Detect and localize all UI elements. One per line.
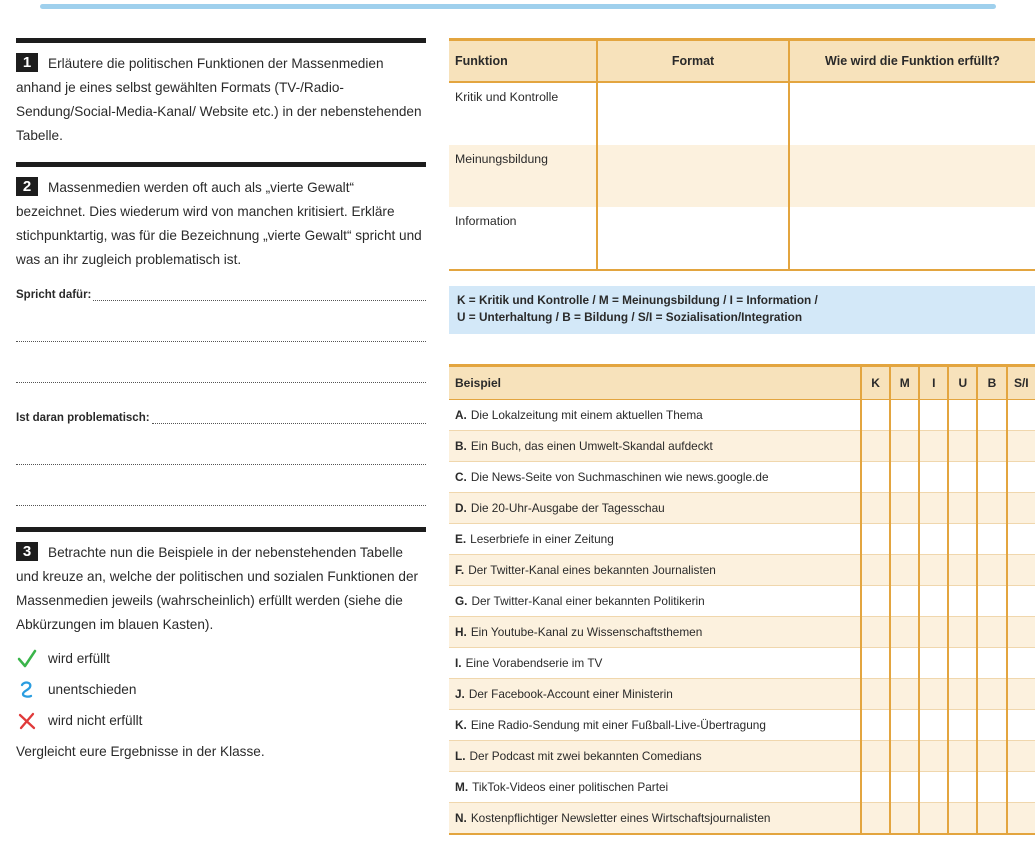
function-row: [449, 145, 1035, 207]
table-row: [449, 493, 1035, 524]
task-3: [16, 527, 426, 759]
example-table: [449, 364, 1035, 835]
checkbox-cell[interactable]: [861, 648, 890, 679]
checkbox-cell[interactable]: [948, 400, 977, 431]
col-m: M: [890, 366, 919, 400]
task-2: [16, 162, 426, 506]
example-cell: [449, 555, 861, 586]
function-name: Meinungsbildung: [449, 145, 597, 207]
answer-line-contra[interactable]: [16, 404, 426, 424]
table-row: [449, 803, 1035, 835]
example-letter: N.: [455, 811, 467, 825]
task-text: Massenmedien werden oft auch als „vierte Gewalt“ bezeichnet. Dies wiederum wird von manchen kritisiert. Erkläre stichpunktartig, was für die Bezeichnung „vierte Gewalt“ spricht und was an ihr zugleich problematisch ist.: [16, 180, 422, 267]
example-text: Der Facebook-Account einer Ministerin: [468, 687, 673, 701]
checkbox-cell[interactable]: [919, 462, 948, 493]
example-text: Die Lokalzeitung mit einem aktuellen Thema: [470, 408, 703, 422]
example-cell: [449, 524, 861, 555]
example-text: Ein Buch, das einen Umwelt-Skandal aufdeckt: [470, 439, 713, 453]
checkbox-cell[interactable]: [977, 493, 1006, 524]
checkbox-cell[interactable]: [861, 679, 890, 710]
legend-label: wird nicht erfüllt: [48, 713, 143, 728]
answer-line[interactable]: [16, 363, 426, 383]
checkbox-cell[interactable]: [1007, 586, 1035, 617]
checkbox-cell[interactable]: [861, 493, 890, 524]
task-1: [16, 38, 426, 148]
checkbox-cell[interactable]: [890, 803, 919, 835]
checkbox-cell[interactable]: [977, 710, 1006, 741]
function-name: Kritik und Kontrolle: [449, 82, 597, 145]
example-letter: B.: [455, 439, 467, 453]
example-cell: [449, 772, 861, 803]
task-text: Betrachte nun die Beispiele in der nebenstehenden Tabelle und kreuze an, welche der politischen und sozialen Funktionen der Massenmedien jeweils (wahrscheinlich) erfüllt werden (siehe die Abkürzungen im blauen Kasten).: [16, 545, 419, 632]
checkbox-cell[interactable]: [890, 493, 919, 524]
checkbox-cell[interactable]: [919, 555, 948, 586]
cross-icon: [16, 710, 38, 732]
table-row: [449, 586, 1035, 617]
decorative-top-line: [40, 4, 996, 9]
task-text: Erläutere die politischen Funktionen der Massenmedien anhand je eines selbst gewählten Formats (TV-/Radio-Sendung/Social-Media-Kanal/ Website etc.) in der nebenstehenden Tabelle.: [16, 56, 422, 143]
example-letter: K.: [455, 718, 467, 732]
function-row: [449, 82, 1035, 145]
checkbox-cell[interactable]: [948, 803, 977, 835]
function-table: [449, 38, 1035, 271]
example-text: TikTok-Videos einer politischen Partei: [472, 780, 669, 794]
table-row: [449, 617, 1035, 648]
checkbox-cell[interactable]: [890, 679, 919, 710]
example-text: Kostenpflichtiger Newsletter eines Wirtschaftsjournalisten: [470, 811, 771, 825]
header-beispiel: Beispiel: [449, 366, 861, 400]
checkbox-cell[interactable]: [919, 524, 948, 555]
example-letter: E.: [455, 532, 467, 546]
checkbox-cell[interactable]: [919, 586, 948, 617]
answer-line[interactable]: [16, 445, 426, 465]
example-cell: [449, 462, 861, 493]
checkbox-cell[interactable]: [919, 493, 948, 524]
example-letter: I.: [455, 656, 462, 670]
checkbox-cell[interactable]: [861, 400, 890, 431]
example-text: Der Podcast mit zwei bekannten Comedians: [469, 749, 702, 763]
checkbox-cell[interactable]: [919, 617, 948, 648]
legend: [16, 643, 426, 736]
checkbox-cell[interactable]: [1007, 741, 1035, 772]
table-row: [449, 462, 1035, 493]
example-text: Der Twitter-Kanal eines bekannten Journalisten: [468, 563, 716, 577]
example-text: Die 20-Uhr-Ausgabe der Tagesschau: [470, 501, 665, 515]
checkbox-cell[interactable]: [977, 586, 1006, 617]
example-text: Leserbriefe in einer Zeitung: [470, 532, 614, 546]
table-row: [449, 772, 1035, 803]
checkbox-cell[interactable]: [948, 772, 977, 803]
example-letter: C.: [455, 470, 467, 484]
checkbox-cell[interactable]: [890, 555, 919, 586]
abbreviation-line-1: K = Kritik und Kontrolle / M = Meinungsbildung / I = Information /: [457, 293, 818, 307]
checkbox-cell[interactable]: [977, 648, 1006, 679]
checkbox-cell[interactable]: [948, 741, 977, 772]
example-text: Der Twitter-Kanal einer bekannten Politikerin: [471, 594, 705, 608]
dotted-line[interactable]: [93, 285, 426, 301]
checkbox-cell[interactable]: [1007, 679, 1035, 710]
header-funktion: Funktion: [449, 40, 597, 83]
checkbox-cell[interactable]: [919, 710, 948, 741]
checkbox-cell[interactable]: [1007, 617, 1035, 648]
fulfillment-cell[interactable]: [789, 82, 1035, 145]
closing-text: Vergleicht eure Ergebnisse in der Klasse.: [16, 744, 265, 759]
checkbox-cell[interactable]: [948, 617, 977, 648]
checkbox-cell[interactable]: [1007, 555, 1035, 586]
checkbox-cell[interactable]: [977, 400, 1006, 431]
example-letter: L.: [455, 749, 466, 763]
checkbox-cell[interactable]: [977, 679, 1006, 710]
checkbox-cell[interactable]: [977, 555, 1006, 586]
checkbox-cell[interactable]: [1007, 803, 1035, 835]
checkbox-cell[interactable]: [948, 493, 977, 524]
checkbox-cell[interactable]: [948, 462, 977, 493]
checkbox-cell[interactable]: [861, 772, 890, 803]
checkbox-cell[interactable]: [1007, 710, 1035, 741]
checkbox-cell[interactable]: [948, 586, 977, 617]
example-letter: D.: [455, 501, 467, 515]
legend-undecided: [16, 674, 426, 705]
tasks-column: [16, 38, 426, 773]
checkbox-cell[interactable]: [890, 524, 919, 555]
example-letter: J.: [455, 687, 465, 701]
task-number: 3: [16, 542, 38, 561]
table-row: [449, 431, 1035, 462]
answer-line[interactable]: [16, 486, 426, 506]
col-u: U: [948, 366, 977, 400]
checkbox-cell[interactable]: [1007, 524, 1035, 555]
checkbox-cell[interactable]: [861, 803, 890, 835]
function-name: Information: [449, 207, 597, 270]
checkbox-cell[interactable]: [1007, 648, 1035, 679]
example-text: Eine Radio-Sendung mit einer Fußball-Live-Übertragung: [470, 718, 766, 732]
example-letter: G.: [455, 594, 468, 608]
checkbox-cell[interactable]: [919, 772, 948, 803]
checkbox-cell[interactable]: [977, 741, 1006, 772]
checkbox-cell[interactable]: [977, 772, 1006, 803]
abbreviation-box: [449, 286, 1035, 334]
example-cell: [449, 586, 861, 617]
checkbox-cell[interactable]: [977, 803, 1006, 835]
checkbox-cell[interactable]: [861, 462, 890, 493]
checkbox-cell[interactable]: [977, 462, 1006, 493]
checkbox-cell[interactable]: [890, 710, 919, 741]
checkbox-cell[interactable]: [861, 617, 890, 648]
fulfillment-cell[interactable]: [789, 145, 1035, 207]
example-table-body: [449, 400, 1035, 835]
table-row: [449, 648, 1035, 679]
example-letter: F.: [455, 563, 465, 577]
table-row: [449, 679, 1035, 710]
checkbox-cell[interactable]: [861, 431, 890, 462]
checkbox-cell[interactable]: [1007, 772, 1035, 803]
example-cell: [449, 710, 861, 741]
format-cell[interactable]: [597, 207, 789, 270]
task-number: 2: [16, 177, 38, 196]
checkbox-cell[interactable]: [861, 555, 890, 586]
checkbox-cell[interactable]: [948, 710, 977, 741]
checkbox-cell[interactable]: [919, 803, 948, 835]
abbreviation-line-2: U = Unterhaltung / B = Bildung / S/I = Sozialisation/Integration: [457, 310, 803, 324]
answer-line[interactable]: [16, 322, 426, 342]
dotted-line[interactable]: [16, 367, 426, 383]
question-icon: [16, 679, 38, 701]
checkbox-cell[interactable]: [890, 617, 919, 648]
example-cell: [449, 741, 861, 772]
checkbox-cell[interactable]: [861, 524, 890, 555]
legend-fulfilled: [16, 643, 426, 674]
checkbox-cell[interactable]: [919, 741, 948, 772]
table-row: [449, 555, 1035, 586]
contra-label: Ist daran problematisch:: [16, 412, 150, 424]
checkbox-cell[interactable]: [919, 431, 948, 462]
dotted-line[interactable]: [16, 326, 426, 342]
example-letter: H.: [455, 625, 467, 639]
answer-line-pro[interactable]: [16, 281, 426, 301]
checkbox-cell[interactable]: [948, 679, 977, 710]
format-cell[interactable]: [597, 145, 789, 207]
checkbox-cell[interactable]: [948, 431, 977, 462]
dotted-line[interactable]: [152, 408, 426, 424]
legend-label: wird erfüllt: [48, 651, 110, 666]
checkbox-cell[interactable]: [890, 772, 919, 803]
example-letter: A.: [455, 408, 467, 422]
checkbox-cell[interactable]: [1007, 400, 1035, 431]
task-number: 1: [16, 53, 38, 72]
header-format: Format: [597, 40, 789, 83]
example-cell: [449, 431, 861, 462]
checkbox-cell[interactable]: [1007, 431, 1035, 462]
checkbox-cell[interactable]: [861, 586, 890, 617]
checkbox-cell[interactable]: [861, 710, 890, 741]
checkbox-cell[interactable]: [890, 431, 919, 462]
checkbox-cell[interactable]: [948, 648, 977, 679]
col-si: S/I: [1007, 366, 1035, 400]
example-cell: [449, 400, 861, 431]
header-erfuellung: Wie wird die Funktion erfüllt?: [789, 40, 1035, 83]
checkbox-cell[interactable]: [890, 586, 919, 617]
checkbox-cell[interactable]: [919, 679, 948, 710]
checkbox-cell[interactable]: [890, 400, 919, 431]
example-cell: [449, 617, 861, 648]
dotted-line[interactable]: [16, 449, 426, 465]
checkbox-cell[interactable]: [890, 741, 919, 772]
example-cell: [449, 679, 861, 710]
fulfillment-cell[interactable]: [789, 207, 1035, 270]
legend-label: unentschieden: [48, 682, 137, 697]
example-cell: [449, 803, 861, 835]
table-row: [449, 400, 1035, 431]
example-text: Eine Vorabendserie im TV: [465, 656, 603, 670]
checkbox-cell[interactable]: [919, 648, 948, 679]
function-row: [449, 207, 1035, 270]
example-cell: [449, 493, 861, 524]
table-row: [449, 710, 1035, 741]
example-text: Die News-Seite von Suchmaschinen wie news.google.de: [470, 470, 769, 484]
checkbox-cell[interactable]: [948, 555, 977, 586]
col-i: I: [919, 366, 948, 400]
checkbox-cell[interactable]: [890, 648, 919, 679]
checkbox-cell[interactable]: [977, 524, 1006, 555]
checkbox-cell[interactable]: [861, 741, 890, 772]
checkbox-cell[interactable]: [977, 617, 1006, 648]
example-text: Ein Youtube-Kanal zu Wissenschaftsthemen: [470, 625, 703, 639]
legend-not-fulfilled: [16, 705, 426, 736]
checkbox-cell[interactable]: [1007, 493, 1035, 524]
checkbox-cell[interactable]: [919, 400, 948, 431]
format-cell[interactable]: [597, 82, 789, 145]
example-letter: M.: [455, 780, 469, 794]
pro-label: Spricht dafür:: [16, 289, 92, 301]
check-icon: [16, 648, 38, 670]
table-row: [449, 741, 1035, 772]
checkbox-cell[interactable]: [948, 524, 977, 555]
dotted-line[interactable]: [16, 490, 426, 506]
checkbox-cell[interactable]: [890, 462, 919, 493]
example-cell: [449, 648, 861, 679]
checkbox-cell[interactable]: [1007, 462, 1035, 493]
col-b: B: [977, 366, 1006, 400]
col-k: K: [861, 366, 890, 400]
table-row: [449, 524, 1035, 555]
checkbox-cell[interactable]: [977, 431, 1006, 462]
